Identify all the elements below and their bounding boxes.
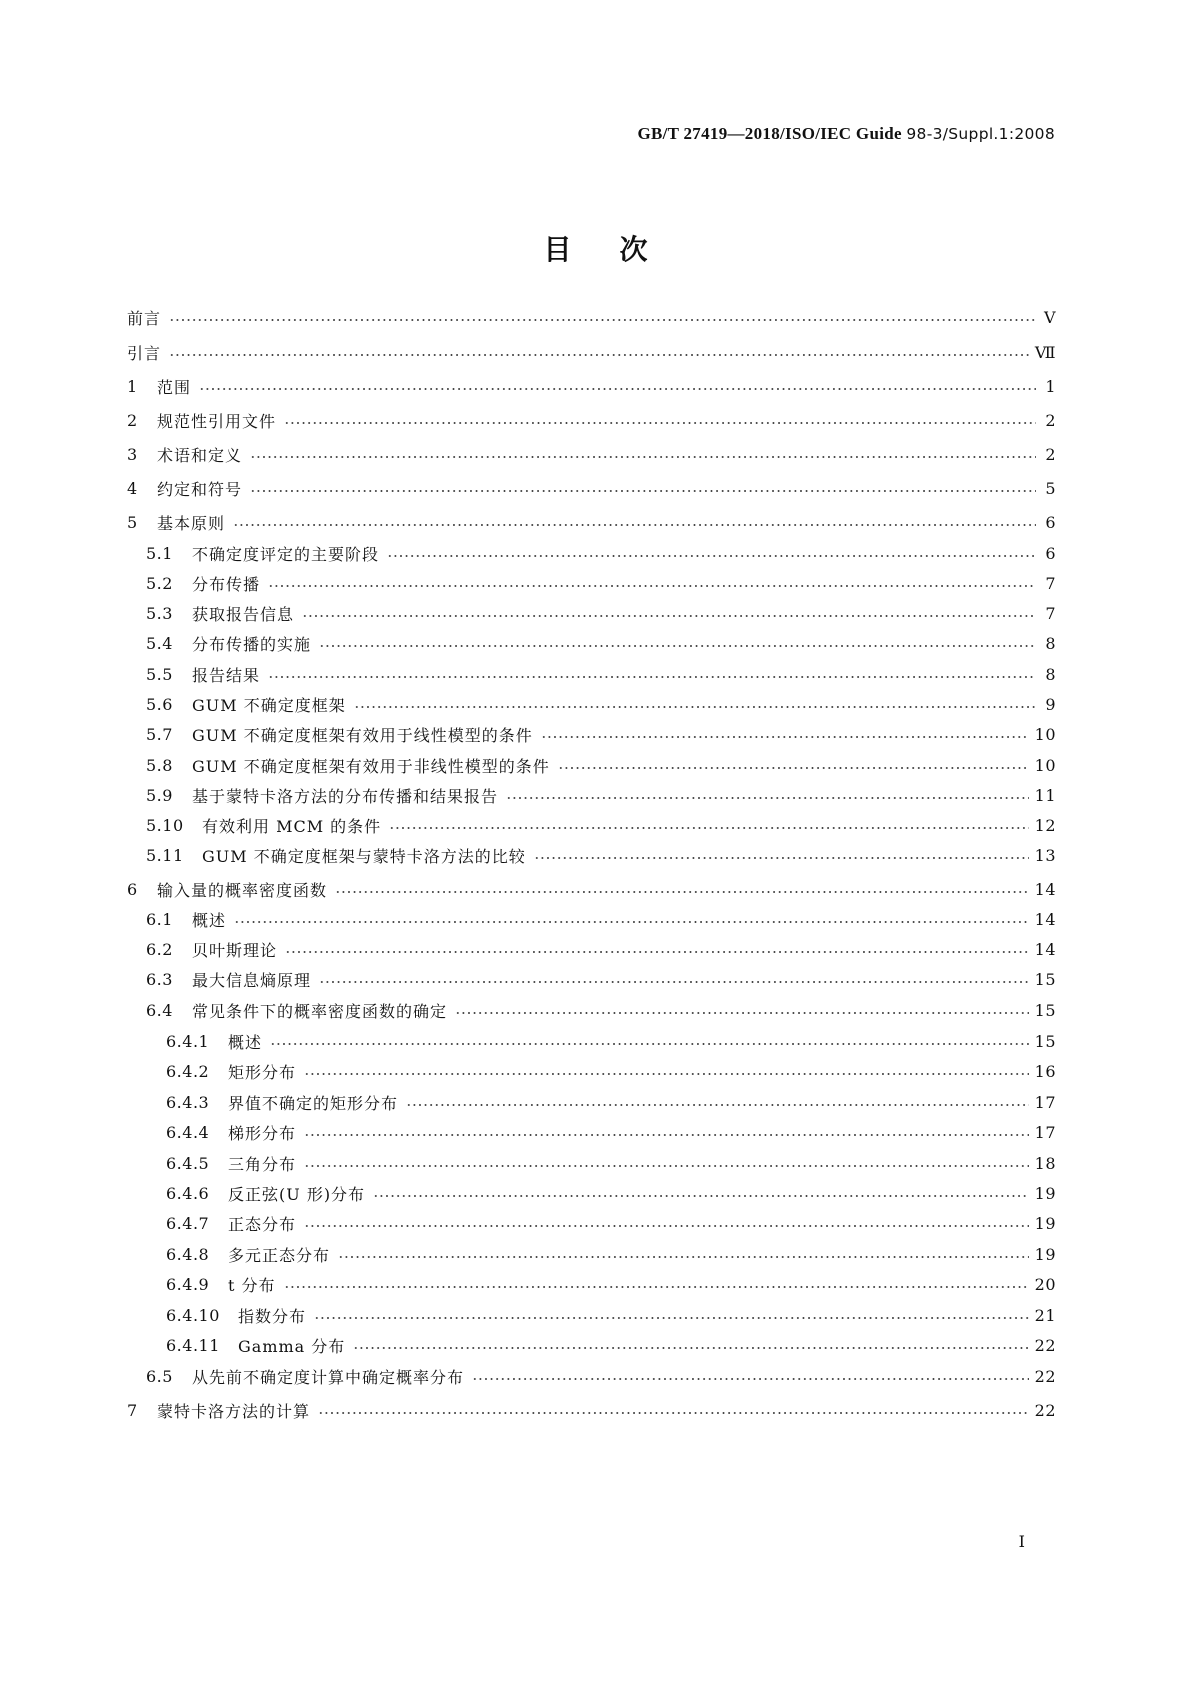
dot-leader [373,1195,1029,1197]
toc-entry-label: 反正弦(U 形)分布 [228,1184,366,1204]
toc-entry-number: 6.4.6 [166,1183,210,1203]
dot-leader [250,456,1036,458]
toc-entry-label: 基本原则 [157,513,226,533]
toc-entry-number: 2 [127,410,138,430]
toc-entry-page: 17 [1034,1122,1056,1142]
toc-entry[interactable] [146,691,1056,717]
toc-entry-number: 6.4.5 [166,1153,210,1173]
toc-entry-page: 20 [1034,1274,1056,1294]
toc-entry-page: 15 [1034,1000,1056,1020]
toc-entry[interactable] [166,1058,1056,1084]
toc-entry-number: 6.4.7 [166,1213,210,1233]
toc-entry-label: 术语和定义 [157,445,243,465]
dot-leader [338,1256,1029,1258]
toc-entry[interactable] [166,1150,1056,1176]
toc-entry-label: 梯形分布 [228,1123,297,1143]
toc-entry-page: 22 [1034,1366,1056,1386]
toc-entry-number: 5.4 [146,633,173,653]
toc-entry[interactable] [166,1241,1056,1267]
toc-entry-label: 输入量的概率密度函数 [157,880,328,900]
toc-entry-label: 不确定度评定的主要阶段 [192,544,380,564]
dot-leader [199,388,1036,390]
toc-entry-page: Ⅶ [1034,342,1056,362]
standard-id-tail: 98-3/Suppl.1:2008 [906,125,1055,143]
toc-entry-number: 4 [127,478,138,498]
toc-entry-number: 3 [127,444,138,464]
dot-leader [250,490,1036,492]
page-title: 目次 [543,233,696,266]
dot-leader [169,354,1029,356]
dot-leader [353,1347,1028,1349]
toc-entry-page: 19 [1034,1213,1056,1233]
toc-entry-label: 蒙特卡洛方法的计算 [157,1401,311,1421]
dot-leader [268,676,1036,678]
toc-entry-label: 分布传播 [192,574,261,594]
toc-entry-page: 14 [1034,909,1056,929]
dot-leader [284,422,1036,424]
toc-entry-page: 10 [1034,724,1056,744]
toc-entry-page: 7 [1045,573,1056,593]
dot-leader [389,827,1028,829]
toc-entry-page: 17 [1034,1092,1056,1112]
toc-entry-label: t 分布 [228,1275,276,1295]
toc-entry-number: 5.3 [146,603,173,623]
toc-entry-number: 5.9 [146,785,173,805]
dot-leader [302,615,1036,617]
toc-entry-page: 5 [1045,478,1056,498]
dot-leader [284,1286,1029,1288]
toc-entry-label: 报告结果 [192,665,261,685]
toc-entry-page: 6 [1045,543,1056,563]
toc-entry-number: 6.2 [146,939,173,959]
toc-entry-number: 5.1 [146,543,173,563]
toc-entry[interactable] [127,509,1056,535]
dot-leader [270,1043,1029,1045]
toc-entry[interactable] [146,540,1056,566]
toc-entry-page: 21 [1034,1305,1056,1325]
toc-entry-label: 贝叶斯理论 [192,940,278,960]
toc-entry-label: 界值不确定的矩形分布 [228,1093,399,1113]
toc-entry-page: 22 [1034,1335,1056,1355]
toc-entry-label: Gamma 分布 [238,1336,346,1356]
toc-entry[interactable] [146,1363,1056,1389]
toc-entry-page: Ⅴ [1043,307,1056,327]
dot-leader [233,524,1036,526]
toc-entry-page: 6 [1045,512,1056,532]
dot-leader [455,1012,1029,1014]
dot-leader [234,921,1029,923]
toc-entry-label: 最大信息熵原理 [192,970,312,990]
toc-entry-number: 6.4.3 [166,1092,210,1112]
toc-entry[interactable] [166,1210,1056,1236]
toc-entry[interactable] [146,966,1056,992]
toc-entry-label: 分布传播的实施 [192,634,312,654]
dot-leader [406,1104,1029,1106]
toc-entry-label: 从先前不确定度计算中确定概率分布 [192,1367,465,1387]
toc-entry-number: 6.4.1 [166,1031,210,1051]
toc-entry[interactable] [146,812,1056,838]
toc-entry-label: 约定和符号 [157,479,243,499]
toc-entry-number: 6.3 [146,969,173,989]
toc-entry-page: 15 [1034,969,1056,989]
toc-entry-number: 5.2 [146,573,173,593]
toc-entry-label: 基于蒙特卡洛方法的分布传播和结果报告 [192,786,499,806]
toc-entry-number: 6.4.4 [166,1122,210,1142]
toc-entry-page: 19 [1034,1183,1056,1203]
toc-entry-page: 2 [1045,444,1056,464]
toc-entry-label: 三角分布 [228,1154,297,1174]
toc-entry-number: 5.5 [146,664,173,684]
toc-entry-label: 指数分布 [238,1306,307,1326]
dot-leader [285,951,1029,953]
toc-entry-label: 概述 [228,1032,263,1052]
toc-entry[interactable] [166,1028,1056,1054]
toc-entry[interactable] [127,304,1056,330]
dot-leader [169,319,1036,321]
toc-entry-label: 引言 [127,343,162,363]
toc-entry-label: GUM 不确定度框架有效用于非线性模型的条件 [192,756,550,776]
toc-entry[interactable] [166,1332,1056,1358]
toc-entry[interactable] [166,1119,1056,1145]
toc-entry-label: 前言 [127,308,162,328]
toc-entry-page: 7 [1045,603,1056,623]
toc-entry-page: 15 [1034,1031,1056,1051]
dot-leader [534,857,1029,859]
toc-entry-number: 7 [127,1400,138,1420]
toc-entry[interactable] [166,1271,1056,1297]
dot-leader [541,736,1029,738]
toc-entry-number: 5.11 [146,845,184,865]
dot-leader [318,1412,1029,1414]
toc-entry-page: 2 [1045,410,1056,430]
toc-entry[interactable] [146,721,1056,747]
toc-entry-number: 5.6 [146,694,173,714]
toc-entry[interactable] [127,339,1056,365]
toc-entry[interactable] [146,906,1056,932]
toc-entry-number: 5 [127,512,138,532]
toc-entry[interactable] [127,373,1056,399]
toc-entry[interactable] [146,842,1056,868]
dot-leader [335,891,1029,893]
toc-entry-number: 6 [127,879,138,899]
toc-entry[interactable] [166,1180,1056,1206]
toc-entry-page: 13 [1034,845,1056,865]
toc-entry-number: 1 [127,376,138,396]
toc-entry-label: 常见条件下的概率密度函数的确定 [192,1001,448,1021]
toc-entry-number: 5.10 [146,815,184,835]
toc-entry-label: 矩形分布 [228,1062,297,1082]
dot-leader [319,981,1029,983]
toc-entry-label: 规范性引用文件 [157,411,277,431]
toc-entry[interactable] [146,661,1056,687]
toc-entry-number: 6.4.9 [166,1274,210,1294]
toc-entry-number: 6.4.2 [166,1061,210,1081]
page-number: I [1018,1532,1025,1551]
toc-entry-page: 16 [1034,1061,1056,1081]
toc-entry-page: 14 [1034,939,1056,959]
dot-leader [558,767,1029,769]
toc-entry-page: 12 [1034,815,1056,835]
toc-entry-number: 6.4.10 [166,1305,220,1325]
toc-entry-number: 6.4.11 [166,1335,220,1355]
dot-leader [354,706,1036,708]
toc-entry-page: 9 [1045,694,1056,714]
toc-entry-label: 多元正态分布 [228,1245,331,1265]
toc-entry[interactable] [146,630,1056,656]
dot-leader [304,1134,1029,1136]
dot-leader [506,797,1029,799]
toc-entry-label: 获取报告信息 [192,604,295,624]
toc-entry-label: GUM 不确定度框架与蒙特卡洛方法的比较 [202,846,526,866]
toc-entry-label: 正态分布 [228,1214,297,1234]
toc-entry[interactable] [146,570,1056,596]
toc-entry-page: 19 [1034,1244,1056,1264]
toc-entry-page: 11 [1034,785,1056,805]
toc-entry[interactable] [166,1302,1056,1328]
toc-entry-page: 22 [1034,1400,1056,1420]
dot-leader [304,1165,1029,1167]
toc-entry[interactable] [127,407,1056,433]
toc-entry-number: 6.4 [146,1000,173,1020]
toc-entry-label: 有效利用 MCM 的条件 [202,816,382,836]
toc-entry-number: 6.4.8 [166,1244,210,1264]
toc-entry-number: 6.1 [146,909,173,929]
toc-entry-page: 8 [1045,664,1056,684]
toc-entry[interactable] [166,1089,1056,1115]
toc-entry[interactable] [146,600,1056,626]
dot-leader [472,1378,1029,1380]
dot-leader [304,1225,1029,1227]
toc-entry[interactable] [146,782,1056,808]
toc-entry-page: 18 [1034,1153,1056,1173]
toc-entry-number: 5.7 [146,724,173,744]
dot-leader [304,1073,1029,1075]
toc-entry-page: 8 [1045,633,1056,653]
standard-id-main: GB/T 27419—2018/ISO/IEC Guide [637,124,902,143]
toc-entry[interactable] [127,475,1056,501]
toc-entry-page: 10 [1034,755,1056,775]
toc-entry[interactable] [127,1397,1056,1423]
toc-entry[interactable] [146,752,1056,778]
toc-entry[interactable] [146,936,1056,962]
toc-entry[interactable] [127,441,1056,467]
toc-entry[interactable] [127,876,1056,902]
toc-entry-label: GUM 不确定度框架 [192,695,346,715]
toc-entry-label: 概述 [192,910,227,930]
dot-leader [268,585,1036,587]
toc-entry-label: 范围 [157,377,192,397]
toc-entry-page: 14 [1034,879,1056,899]
dot-leader [387,555,1036,557]
toc-entry[interactable] [146,997,1056,1023]
toc-entry-page: 1 [1045,376,1056,396]
toc-entry-number: 5.8 [146,755,173,775]
dot-leader [314,1317,1029,1319]
toc-entry-label: GUM 不确定度框架有效用于线性模型的条件 [192,725,533,745]
toc-entry-number: 6.5 [146,1366,173,1386]
dot-leader [319,645,1036,647]
